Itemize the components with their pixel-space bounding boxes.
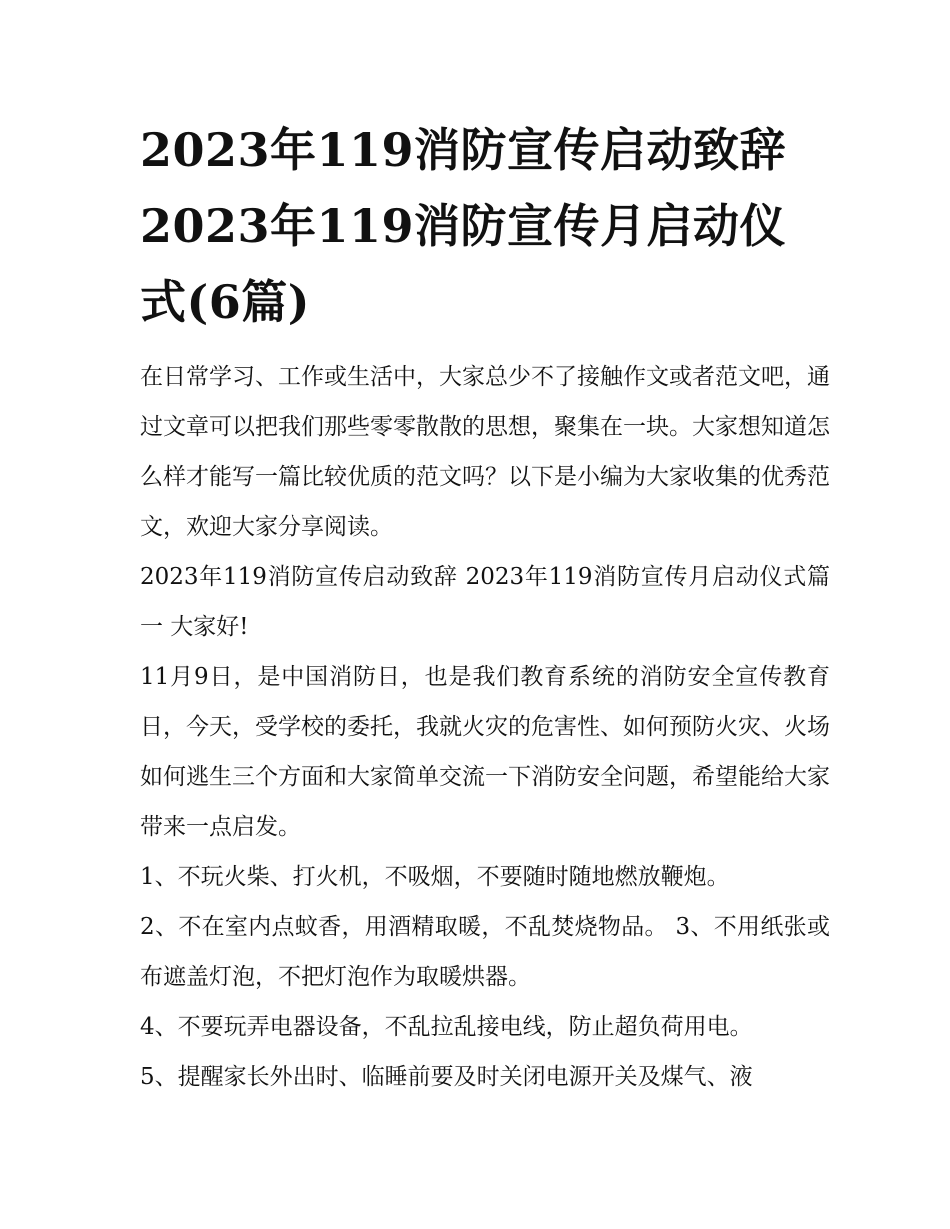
list-item-4: 4、不要玩弄电器设备，不乱拉乱接电线，防止超负荷用电。 xyxy=(140,1014,753,1040)
list-item-1: 1、不玩火柴、打火机，不吸烟，不要随时随地燃放鞭炮。 xyxy=(140,864,730,890)
list-item-5: 5、提醒家长外出时、临睡前要及时关闭电源开关及煤气、液 xyxy=(140,1064,753,1090)
body-paragraph: 11月9日，是中国消防日，也是我们教育系统的消防安全宣传教育日，今天，受学校的委托，我就火灾的危害性、如何预防火灾、火场如何逃生三个方面和大家简单交流一下消防安全问题，希望能给大家带来一点启发。 xyxy=(140,664,830,840)
section-heading-paragraph: 2023年119消防宣传启动致辞 2023年119消防宣传月启动仪式篇一 大家好! xyxy=(140,564,830,640)
list-item-2-3: 2、不在室内点蚊香，用酒精取暖，不乱焚烧物品。 3、不用纸张或布遮盖灯泡，不把灯泡作为取暖烘器。 xyxy=(140,914,830,990)
document-title: 2023年119消防宣传启动致辞 2023年119消防宣传月启动仪式(6篇) xyxy=(140,123,787,329)
intro-paragraph: 在日常学习、工作或生活中，大家总少不了接触作文或者范文吧，通过文章可以把我们那些零零散散的思想，聚集在一块。大家想知道怎么样才能写一篇比较优质的范文吗？以下是小编为大家收集的优秀范文，欢迎大家分享阅读。 xyxy=(140,364,830,540)
document-page xyxy=(140,112,830,1102)
